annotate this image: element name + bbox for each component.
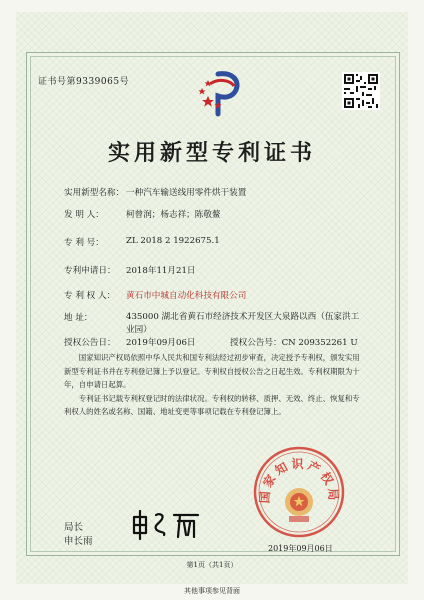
field-label: 专 利 号： (64, 238, 104, 248)
certificate-number: 证书号第9339065号 (38, 77, 130, 87)
field-address (64, 311, 362, 337)
field-inventors (64, 208, 221, 220)
field-value: 2019年09月06日 (126, 338, 196, 348)
field-label: 地 址： (64, 313, 93, 323)
certificate-body (64, 351, 362, 419)
field-label: 专利申请日： (64, 266, 116, 276)
seal-text: 国家知识产权局 (257, 457, 341, 504)
page-number: 第1页（共1页） (186, 561, 238, 569)
director-title: 局长 (64, 522, 84, 533)
field-application-date (64, 264, 196, 276)
field-value: 2018年11月21日 (126, 266, 196, 276)
body-paragraph: 专利证书记载专利权登记时的法律状况。专利权的转移、质押、无效、终止、恢复和专利权人的姓名或名称、国籍、地址变更等事项记载在专利登记簿上。 (64, 393, 360, 417)
field-label: 专 利 权 人： (64, 291, 116, 301)
qr-code-icon (342, 72, 380, 110)
certificate-title: 实用新型专利证书 (107, 141, 316, 166)
field-label: 授权公告日： (64, 338, 116, 348)
cnipa-logo-icon (196, 66, 248, 118)
field-value: ZL 2018 2 1922675.1 (126, 236, 220, 246)
field-grant-number: 授权公告号：CN 209352261 U (230, 338, 358, 348)
director-name: 申长雨 (64, 536, 93, 547)
field-value: 435000 湖北省黄石市经济技术开发区大泉路以西（伍家洪工业园） (126, 312, 360, 335)
director-block (64, 521, 93, 549)
field-grant-date (64, 336, 358, 348)
footer-note: 其他事项参见背面 (184, 587, 240, 595)
field-label: 实用新型名称： (64, 188, 125, 198)
body-paragraph: 国家知识产权局依照中华人民共和国专利法经过初步审查，决定授予专利权，颁发实用新型专利证书并在专利登记簿上予以登记。专利权自授权公告之日起生效。专利权期限为十年，自申请日起算。 (64, 353, 360, 390)
official-seal-icon (251, 444, 347, 540)
signature-icon (128, 507, 202, 541)
field-patent-number (64, 236, 220, 248)
seal-date: 2019年09月06日 (268, 544, 333, 553)
field-value: 黄石市中城自动化科技有限公司 (126, 291, 247, 301)
field-value: 柯曾润；杨志祥；陈敬鳌 (126, 210, 221, 220)
field-value: 一种汽车输送线用零件烘干装置 (126, 188, 247, 198)
field-patentee (64, 289, 246, 301)
field-utility-model-name (64, 186, 246, 198)
field-label: 发 明 人： (64, 210, 104, 220)
